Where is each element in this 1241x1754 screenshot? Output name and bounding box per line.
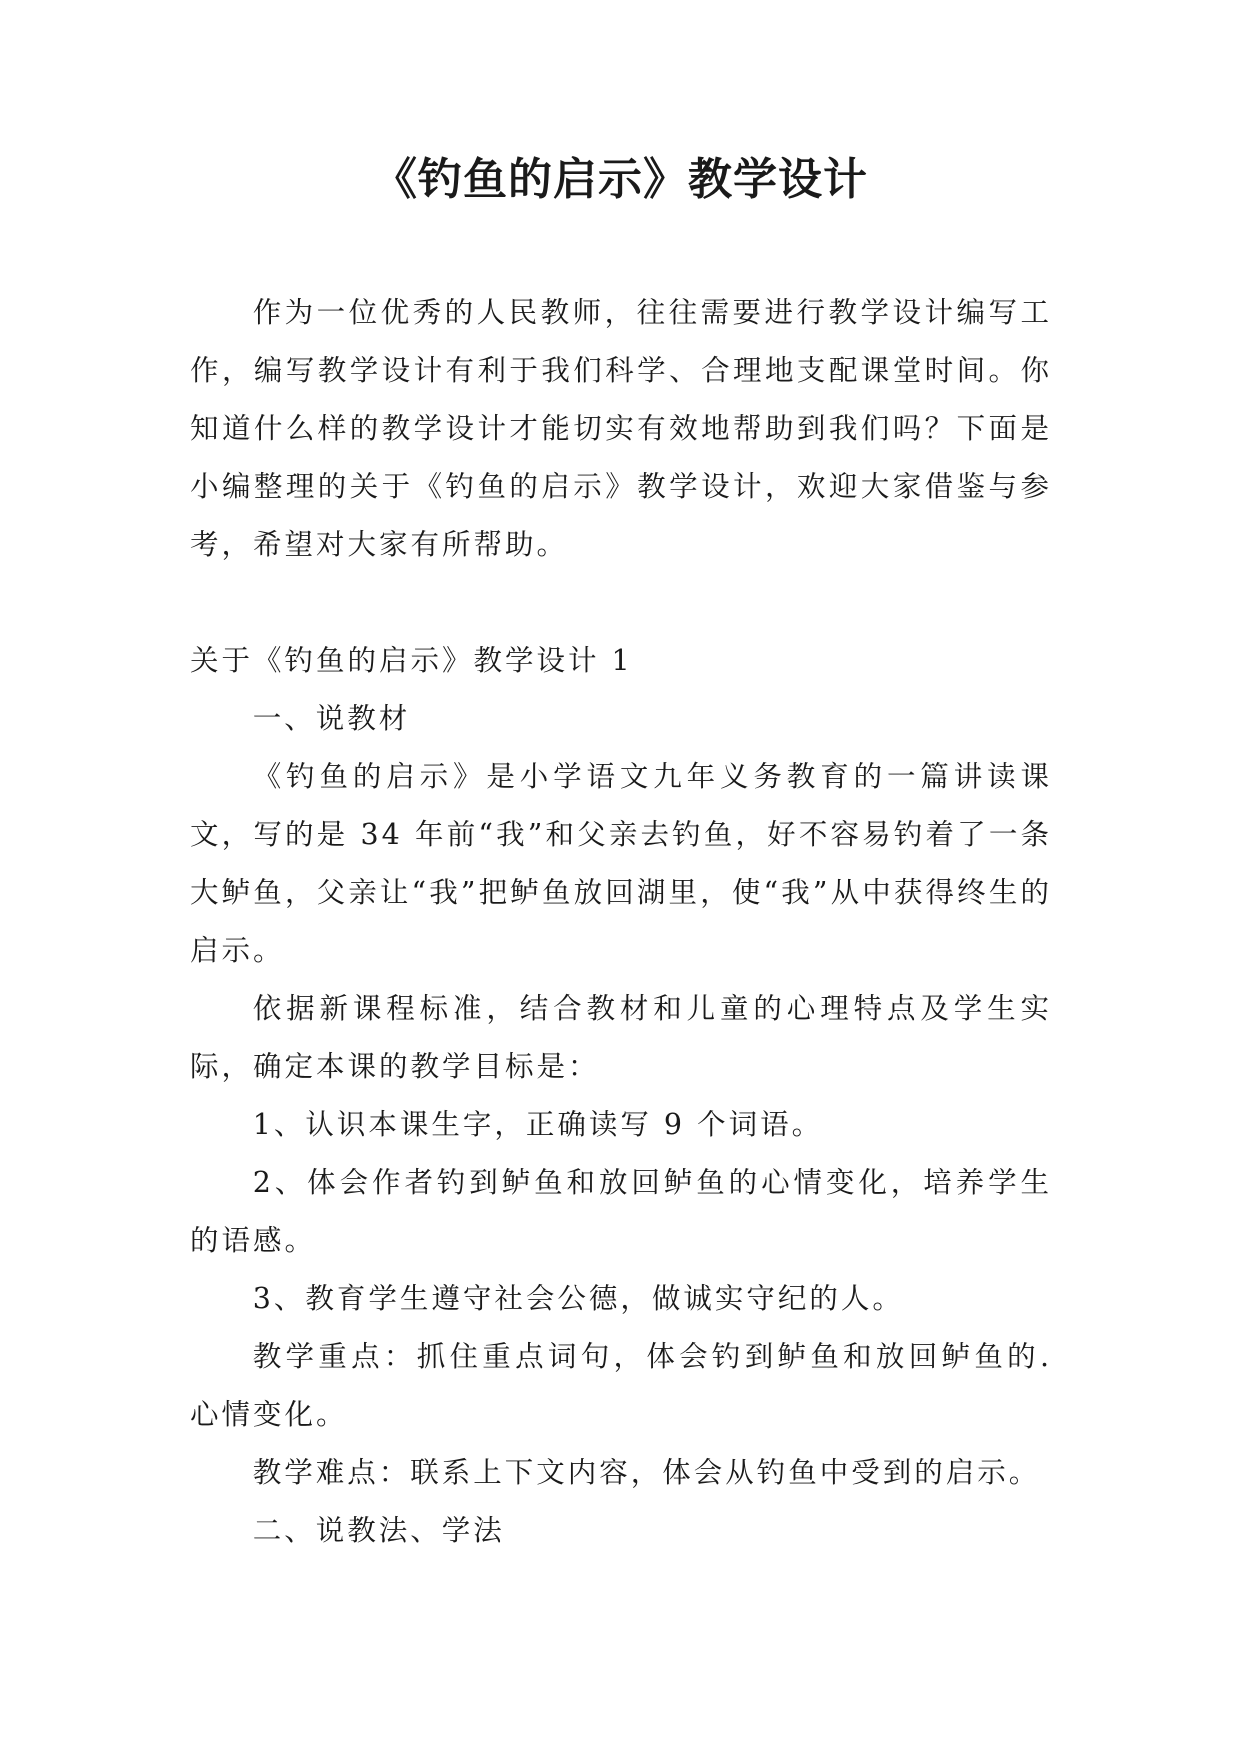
teaching-focus-paragraph: 教学重点：抓住重点词句，体会钓到鲈鱼和放回鲈鱼的.心情变化。 bbox=[190, 1340, 1052, 1431]
teaching-difficulty-paragraph: 教学难点：联系上下文内容，体会从钓鱼中受到的启示。 bbox=[252, 1456, 1041, 1489]
intro-paragraph: 作为一位优秀的人民教师，往往需要进行教学设计编写工作，编写教学设计有利于我们科学、合理地支配课堂时间。你知道什么样的教学设计才能切实有效地帮助到我们吗？下面是小编整理的关于《钓鱼的启示》教学设计，欢迎大家借鉴与参考，希望对大家有所帮助。 bbox=[190, 296, 1052, 561]
textbook-description-paragraph: 《钓鱼的启示》是小学语文九年义务教育的一篇讲读课文，写的是 34 年前“我”和父亲去钓鱼，好不容易钓着了一条大鲈鱼，父亲让“我”把鲈鱼放回湖里，使“我”从中获得终生的启示。 bbox=[190, 760, 1052, 967]
objective-item-2: 2、体会作者钓到鲈鱼和放回鲈鱼的心情变化，培养学生的语感。 bbox=[190, 1166, 1052, 1257]
section-subheading-textbook: 一、说教材 bbox=[252, 702, 411, 735]
document-title: 《钓鱼的启示》教学设计 bbox=[373, 154, 868, 205]
objective-item-1: 1、认识本课生字，正确读写 9 个词语。 bbox=[252, 1108, 824, 1141]
paragraph-spacer bbox=[190, 574, 1052, 632]
section-heading: 关于《钓鱼的启示》教学设计 1 bbox=[190, 644, 633, 677]
objectives-intro-paragraph: 依据新课程标准，结合教材和儿童的心理特点及学生实际，确定本课的教学目标是： bbox=[190, 992, 1052, 1083]
document-body bbox=[190, 284, 1052, 1560]
objective-item-3: 3、教育学生遵守社会公德，做诚实守纪的人。 bbox=[252, 1282, 904, 1315]
section-subheading-methods: 二、说教法、学法 bbox=[252, 1514, 505, 1547]
